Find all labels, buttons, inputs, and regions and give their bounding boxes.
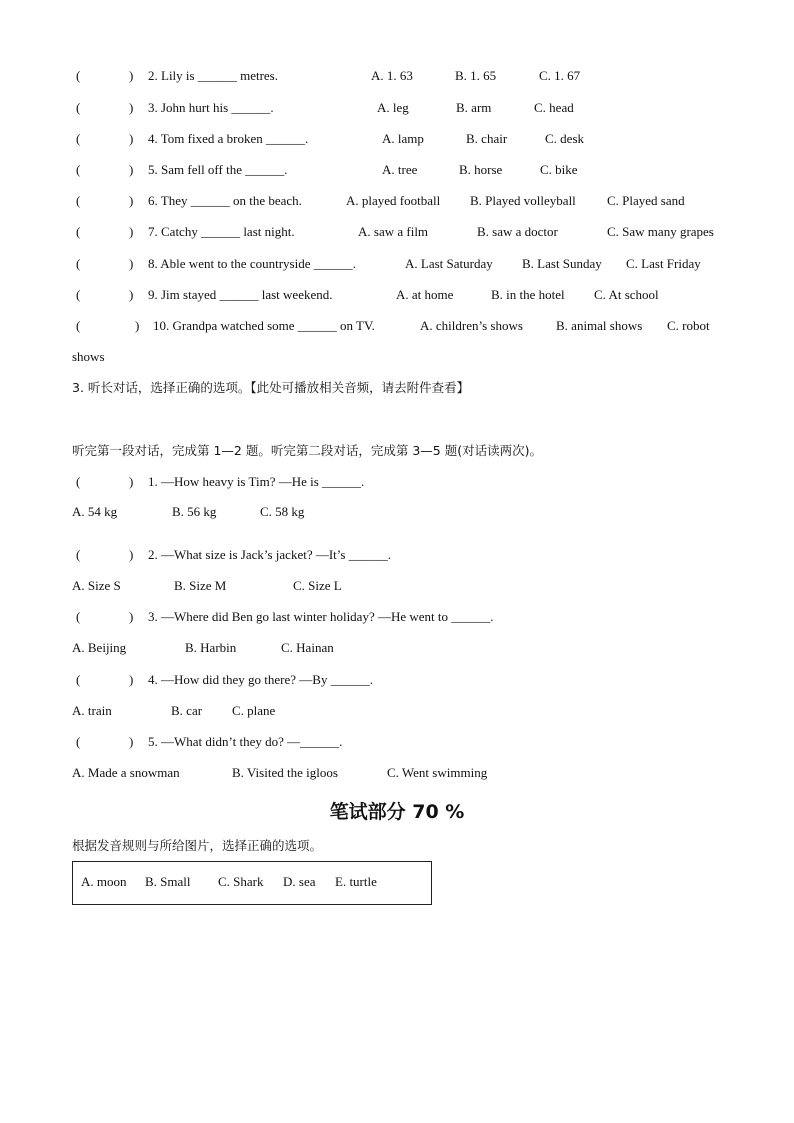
option-c: C. robot bbox=[667, 318, 710, 333]
option-b: B. car bbox=[171, 703, 203, 718]
option-b: B. animal shows bbox=[556, 318, 643, 333]
option-a: A. saw a film bbox=[358, 224, 429, 239]
option-b: B. Last Sunday bbox=[522, 256, 602, 271]
section-instruction: 听完第一段对话，完成第 1—2 题。听完第二段对话，完成第 3—5 题(对话读两次)。 bbox=[72, 443, 542, 458]
options-row bbox=[0, 702, 794, 720]
word-option: E. turtle bbox=[335, 874, 377, 889]
answer-blank-open[interactable]: ( bbox=[76, 256, 81, 271]
options-row bbox=[0, 577, 794, 595]
answer-blank-close: ) bbox=[129, 224, 134, 239]
answer-blank-close: ) bbox=[129, 474, 134, 489]
option-a: A. Size S bbox=[72, 578, 121, 593]
option-c: C. Saw many grapes bbox=[607, 224, 714, 239]
wrapped-text: shows bbox=[72, 349, 105, 364]
option-a: A. at home bbox=[396, 287, 454, 302]
question-row bbox=[0, 733, 794, 751]
question-text: 5. Sam fell off the ______. bbox=[148, 162, 288, 177]
option-c: C. At school bbox=[594, 287, 659, 302]
written-heading: 笔试部分 70 % bbox=[329, 801, 465, 823]
question-row bbox=[0, 223, 794, 241]
option-c: C. Played sand bbox=[607, 193, 685, 208]
answer-blank-close: ) bbox=[129, 256, 134, 271]
option-a: A. Beijing bbox=[72, 640, 127, 655]
word-option: C. Shark bbox=[218, 874, 264, 889]
option-b: B. 1. 65 bbox=[455, 68, 497, 83]
option-b: B. Visited the igloos bbox=[232, 765, 338, 780]
option-c: C. Went swimming bbox=[387, 765, 488, 780]
question-text: 1. —How heavy is Tim? —He is ______. bbox=[148, 474, 365, 489]
answer-blank-open[interactable]: ( bbox=[76, 68, 81, 83]
answer-blank-open[interactable]: ( bbox=[76, 100, 81, 115]
answer-blank-close: ) bbox=[129, 131, 134, 146]
option-a: A. tree bbox=[382, 162, 418, 177]
answer-blank-open[interactable]: ( bbox=[76, 287, 81, 302]
question-row bbox=[0, 130, 794, 148]
answer-blank-open[interactable]: ( bbox=[76, 193, 81, 208]
question-row bbox=[0, 608, 794, 626]
word-option: A. moon bbox=[81, 874, 127, 889]
option-b: B. arm bbox=[456, 100, 492, 115]
question-row bbox=[0, 255, 794, 273]
option-b: B. chair bbox=[466, 131, 508, 146]
answer-blank-close: ) bbox=[129, 734, 134, 749]
answer-blank-open[interactable]: ( bbox=[76, 547, 81, 562]
question-row bbox=[0, 317, 794, 335]
answer-blank-close: ) bbox=[129, 287, 134, 302]
question-text: 4. —How did they go there? —By ______. bbox=[148, 672, 373, 687]
answer-blank-open[interactable]: ( bbox=[76, 672, 81, 687]
option-c: C. 58 kg bbox=[260, 504, 305, 519]
answer-blank-open[interactable]: ( bbox=[76, 131, 81, 146]
option-a: A. lamp bbox=[382, 131, 424, 146]
options-row bbox=[0, 639, 794, 657]
question-text: 8. Able went to the countryside ______. bbox=[148, 256, 356, 271]
answer-blank-close: ) bbox=[129, 68, 134, 83]
answer-blank-close: ) bbox=[129, 609, 134, 624]
word-option: D. sea bbox=[283, 874, 316, 889]
answer-blank-open[interactable]: ( bbox=[76, 609, 81, 624]
option-b: B. in the hotel bbox=[491, 287, 565, 302]
options-row bbox=[0, 503, 794, 521]
answer-blank-close: ) bbox=[135, 318, 140, 333]
option-c: C. plane bbox=[232, 703, 276, 718]
written-instruction: 根据发音规则与所给图片，选择正确的选项。 bbox=[72, 838, 323, 853]
question-text: 5. —What didn’t they do? —______. bbox=[148, 734, 343, 749]
option-b: B. Size M bbox=[174, 578, 227, 593]
word-box bbox=[72, 861, 432, 905]
answer-blank-open[interactable]: ( bbox=[76, 224, 81, 239]
option-a: A. Made a snowman bbox=[72, 765, 180, 780]
question-text: 2. —What size is Jack’s jacket? —It’s ______. bbox=[148, 547, 391, 562]
question-row bbox=[0, 671, 794, 689]
question-row bbox=[0, 161, 794, 179]
question-text: 9. Jim stayed ______ last weekend. bbox=[148, 287, 333, 302]
question-text: 3. —Where did Ben go last winter holiday? —He went to ______. bbox=[148, 609, 494, 624]
question-row bbox=[0, 99, 794, 117]
option-c: C. bike bbox=[540, 162, 578, 177]
options-row bbox=[0, 764, 794, 782]
option-c: C. Hainan bbox=[281, 640, 334, 655]
option-a: A. train bbox=[72, 703, 112, 718]
answer-blank-close: ) bbox=[129, 162, 134, 177]
question-row bbox=[0, 67, 794, 85]
option-b: B. 56 kg bbox=[172, 504, 217, 519]
answer-blank-close: ) bbox=[129, 193, 134, 208]
question-row bbox=[0, 546, 794, 564]
option-a: A. Last Saturday bbox=[405, 256, 493, 271]
answer-blank-open[interactable]: ( bbox=[76, 318, 81, 333]
question-text: 10. Grandpa watched some ______ on TV. bbox=[153, 318, 375, 333]
question-text: 6. They ______ on the beach. bbox=[148, 193, 302, 208]
option-b: B. saw a doctor bbox=[477, 224, 558, 239]
option-a: A. children’s shows bbox=[420, 318, 523, 333]
answer-blank-open[interactable]: ( bbox=[76, 734, 81, 749]
question-row bbox=[0, 286, 794, 304]
question-row bbox=[0, 473, 794, 491]
option-a: A. played football bbox=[346, 193, 441, 208]
option-b: B. Harbin bbox=[185, 640, 237, 655]
option-a: A. leg bbox=[377, 100, 409, 115]
option-c: C. 1. 67 bbox=[539, 68, 581, 83]
answer-blank-open[interactable]: ( bbox=[76, 162, 81, 177]
option-b: B. Played volleyball bbox=[470, 193, 576, 208]
answer-blank-close: ) bbox=[129, 547, 134, 562]
answer-blank-close: ) bbox=[129, 672, 134, 687]
question-text: 3. John hurt his ______. bbox=[148, 100, 274, 115]
answer-blank-open[interactable]: ( bbox=[76, 474, 81, 489]
option-c: C. head bbox=[534, 100, 574, 115]
option-a: A. 54 kg bbox=[72, 504, 118, 519]
option-a: A. 1. 63 bbox=[371, 68, 413, 83]
question-text: 4. Tom fixed a broken ______. bbox=[148, 131, 309, 146]
word-option: B. Small bbox=[145, 874, 191, 889]
option-c: C. desk bbox=[545, 131, 584, 146]
option-c: C. Last Friday bbox=[626, 256, 701, 271]
section-title: 3. 听长对话，选择正确的选项。【此处可播放相关音频，请去附件查看】 bbox=[72, 380, 470, 395]
option-c: C. Size L bbox=[293, 578, 342, 593]
question-row bbox=[0, 192, 794, 210]
option-b: B. horse bbox=[459, 162, 503, 177]
question-text: 7. Catchy ______ last night. bbox=[148, 224, 295, 239]
answer-blank-close: ) bbox=[129, 100, 134, 115]
question-text: 2. Lily is ______ metres. bbox=[148, 68, 278, 83]
